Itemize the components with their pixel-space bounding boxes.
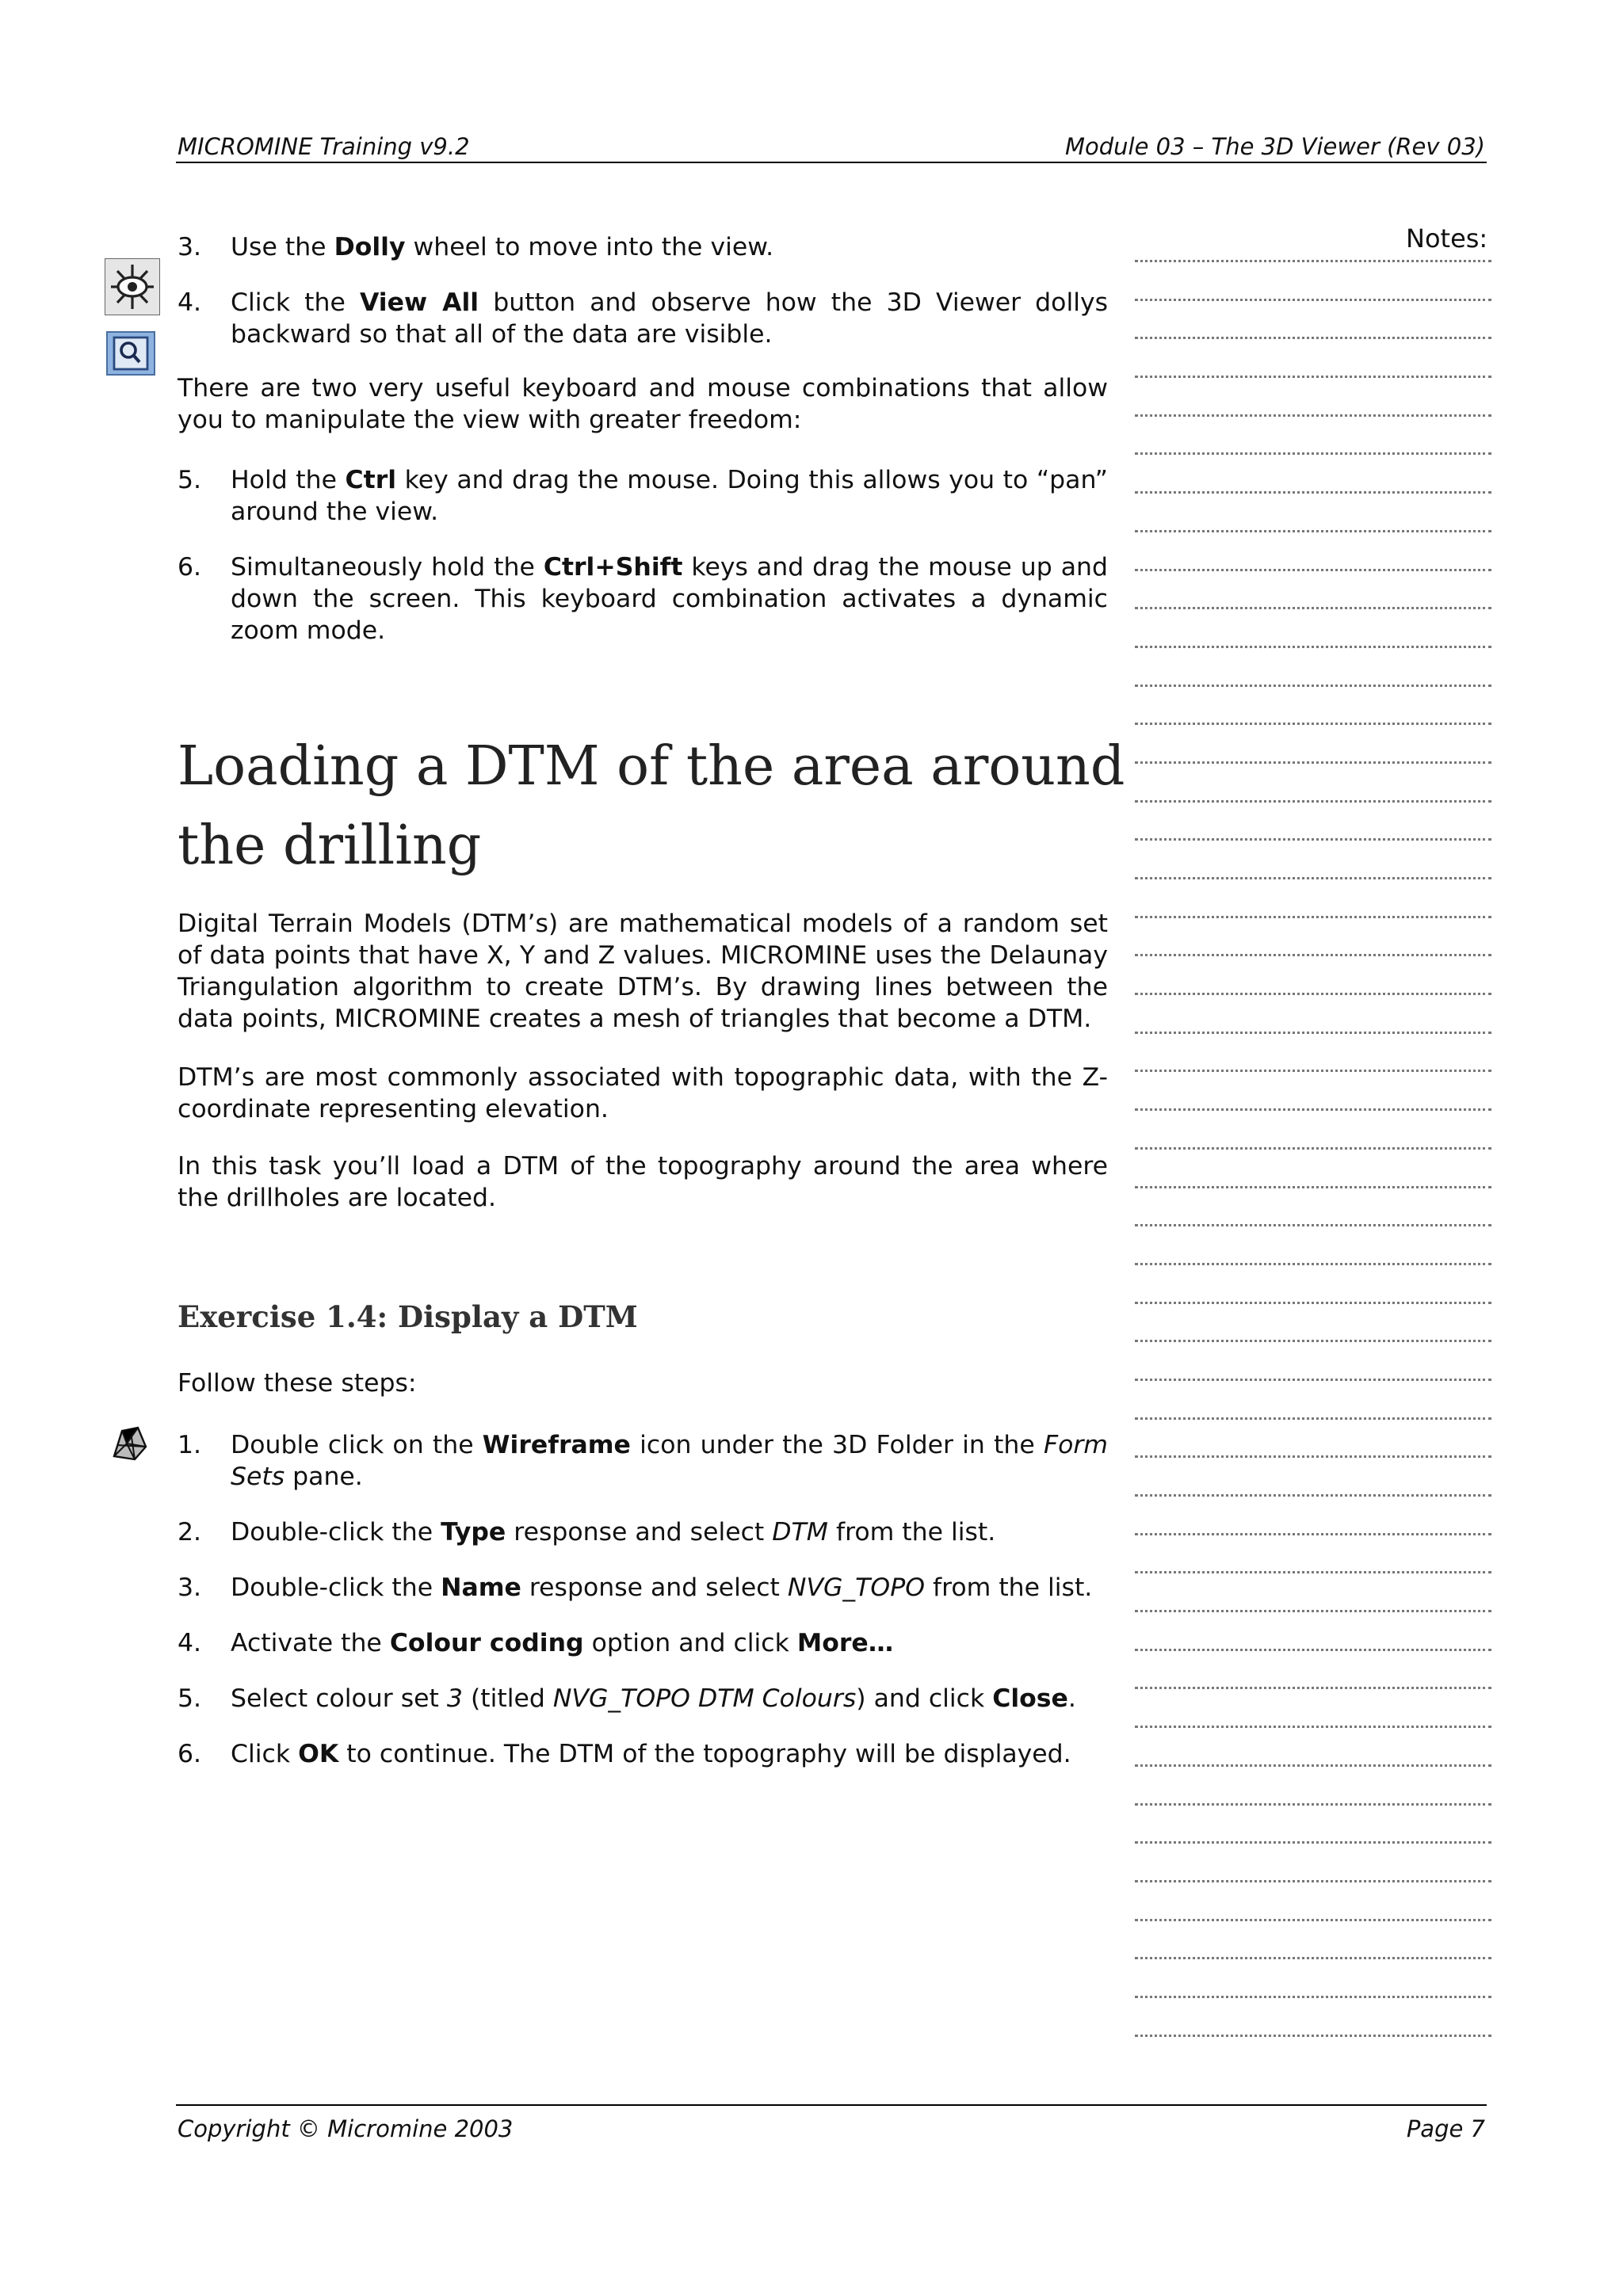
notes-line [1135, 452, 1491, 455]
step-italic: NVG_TOPO DTM Colours [552, 1684, 857, 1713]
notes-line [1135, 685, 1491, 687]
step-number: 4. [178, 1629, 202, 1657]
notes-line [1135, 1880, 1491, 1882]
notes-line [1135, 1571, 1491, 1573]
follow-steps: Follow these steps: [178, 1369, 417, 1398]
notes-line [1135, 1186, 1491, 1188]
notes-line [1135, 761, 1491, 764]
section-heading: Loading a DTM of the area around the drilling [178, 735, 1125, 877]
step-text: button and observe how the 3D Viewer dollys backward so that all of the data are visible. [231, 288, 1109, 349]
ex-step-3 [178, 1572, 1108, 1604]
ex-step-6 [178, 1738, 1108, 1770]
step-text: icon under the 3D Folder in the [630, 1431, 1044, 1459]
notes-line [1135, 916, 1491, 918]
para-dtm1-wrap [178, 908, 1108, 1035]
step-text: Click [231, 1740, 299, 1768]
notes-line [1135, 1108, 1491, 1111]
footer-page-number: Page 7 [1406, 2115, 1485, 2142]
step-text: Double-click the [231, 1518, 441, 1547]
ex-step-2 [178, 1516, 1108, 1548]
notes-line [1135, 1726, 1491, 1728]
notes-line [1135, 337, 1491, 339]
wireframe-icon [109, 1425, 149, 1463]
step-number: 5. [178, 466, 202, 494]
step-number: 2. [178, 1518, 202, 1547]
step-text: keys and drag the mouse up and down the screen. This keyboard combination activates a dynamic zoom mode. [231, 553, 1108, 645]
step-text: from the list. [925, 1573, 1093, 1602]
notes-line [1135, 1147, 1491, 1150]
step-keyword: OK [298, 1740, 339, 1768]
ex-step-5 [178, 1683, 1108, 1714]
notes-line [1135, 1379, 1491, 1381]
step-keyword: More… [796, 1629, 894, 1657]
step-number: 4. [178, 288, 202, 317]
page-footer [176, 2104, 1487, 2144]
notes-line [1135, 1302, 1491, 1304]
ex-step-4 [178, 1627, 1108, 1659]
step-italic: 3 [446, 1684, 463, 1713]
notes-line [1135, 1649, 1491, 1651]
step-view-all [178, 287, 1108, 350]
para-dtm-definition: Digital Terrain Models (DTM’s) are mathematical models of a random set of data points that have X, Y and Z values. MICROMINE uses the Delaunay Triangulation algorithm to create DTM’s. By drawing lines between the data points, MICROMINE creates a mesh of triangles that become a DTM. [178, 910, 1108, 1033]
notes-line [1135, 1996, 1491, 1998]
notes-line [1135, 1417, 1491, 1420]
step-text: option and click [583, 1629, 797, 1657]
step-text: Use the [231, 233, 334, 261]
notes-line [1135, 1841, 1491, 1844]
step-text: Click the [231, 288, 360, 317]
step-text: key and drag the mouse. Doing this allows you to “pan” around the view. [231, 466, 1109, 526]
step-zoom [178, 551, 1108, 646]
step-text: pane. [285, 1463, 363, 1491]
step-keyword: Type [441, 1518, 506, 1547]
step-text: (titled [462, 1684, 553, 1713]
notes-line [1135, 800, 1491, 803]
notes-line [1135, 1070, 1491, 1072]
step-italic: NVG_TOPO [787, 1573, 925, 1602]
para-dtm2-wrap [178, 1062, 1108, 1125]
header-module: Module 03 – The 3D Viewer (Rev 03) [1064, 133, 1485, 160]
notes-line [1135, 1494, 1491, 1497]
notes-line [1135, 607, 1491, 609]
notes-line [1135, 1224, 1491, 1226]
step-text: response and select [521, 1573, 788, 1602]
notes-line [1135, 1919, 1491, 1921]
step-text: . [1067, 1684, 1076, 1713]
notes-line [1135, 1803, 1491, 1806]
step-number: 3. [178, 1573, 202, 1602]
step-zoom-wrap [178, 551, 1108, 646]
step-text: response and select [506, 1518, 773, 1547]
step-keyword: Ctrl+Shift [543, 553, 683, 582]
step-text: Double click on the [231, 1431, 483, 1459]
zoom-icon [106, 331, 155, 376]
step-keyword: Dolly [334, 233, 406, 261]
step-italic: Form Sets [231, 1431, 1108, 1491]
step-view-all-wrap [178, 287, 1108, 350]
step-number: 5. [178, 1684, 202, 1713]
para-dtm-topographic: DTM’s are most commonly associated with topographic data, with the Z-coordinate representing elevation. [178, 1063, 1108, 1123]
ex-step-6-wrap [178, 1738, 1108, 1770]
notes-lines [1135, 260, 1491, 2073]
step-text: wheel to move into the view. [405, 233, 774, 261]
ex-step-1 [178, 1429, 1108, 1493]
notes-line [1135, 1533, 1491, 1535]
notes-line [1135, 877, 1491, 879]
para-dtm3-wrap [178, 1150, 1108, 1214]
step-text: Select colour set [231, 1684, 447, 1713]
notes-line [1135, 569, 1491, 571]
notes-line [1135, 1687, 1491, 1689]
notes-line [1135, 414, 1491, 417]
step-text: Hold the [231, 466, 346, 494]
step-keyword: Close [992, 1684, 1068, 1713]
step-text: Simultaneously hold the [231, 553, 544, 582]
step-keyword: Wireframe [482, 1431, 631, 1459]
notes-line [1135, 723, 1491, 725]
notes-line [1135, 1957, 1491, 1959]
step-number: 6. [178, 1740, 202, 1768]
step-keyword: View All [359, 288, 479, 317]
notes-line [1135, 530, 1491, 532]
step-text: Double-click the [231, 1573, 441, 1602]
notes-line [1135, 646, 1491, 648]
view-all-icon [105, 258, 160, 315]
notes-line [1135, 299, 1491, 301]
ex-step-2-wrap [178, 1516, 1108, 1548]
notes-line [1135, 1455, 1491, 1458]
notes-line [1135, 1764, 1491, 1767]
top-steps [178, 231, 1108, 263]
step-dolly [178, 231, 1108, 263]
step-number: 6. [178, 553, 202, 582]
step-text: to continue. The DTM of the topography will be displayed. [338, 1740, 1071, 1768]
ex-step-4-wrap [178, 1627, 1108, 1659]
notes-line [1135, 260, 1491, 262]
step-pan-wrap [178, 464, 1108, 528]
step-keyword: Colour coding [389, 1629, 584, 1657]
step-keyword: Ctrl [345, 466, 397, 494]
notes-line [1135, 1263, 1491, 1265]
page-header [176, 127, 1487, 163]
notes-line [1135, 1032, 1491, 1034]
notes-line [1135, 1610, 1491, 1612]
ex-step-5-wrap [178, 1683, 1108, 1714]
step-text: from the list. [827, 1518, 996, 1547]
footer-copyright: Copyright © Micromine 2003 [178, 2115, 514, 2142]
para-combos-wrap [178, 372, 1108, 436]
notes-line [1135, 954, 1491, 956]
step-number: 3. [178, 233, 202, 261]
para-combos: There are two very useful keyboard and mouse combinations that allow you to manipulate the view with greater freedom: [178, 374, 1108, 434]
notes-line [1135, 376, 1491, 378]
ex-step-3-wrap [178, 1572, 1108, 1604]
para-dtm-task: In this task you’ll load a DTM of the topography around the area where the drillholes are located. [178, 1152, 1108, 1212]
notes-line [1135, 838, 1491, 841]
ex-step-1-wrap [178, 1429, 1108, 1493]
step-text: ) and click [856, 1684, 993, 1713]
notes-line [1135, 491, 1491, 494]
header-title: MICROMINE Training v9.2 [178, 133, 470, 160]
notes-label: Notes: [1406, 223, 1488, 254]
step-italic: DTM [772, 1518, 828, 1547]
exercise-title: Exercise 1.4: Display a DTM [178, 1299, 638, 1334]
notes-line [1135, 2035, 1491, 2037]
step-pan [178, 464, 1108, 528]
step-keyword: Name [441, 1573, 521, 1602]
step-number: 1. [178, 1431, 202, 1459]
step-text: Activate the [231, 1629, 390, 1657]
notes-line [1135, 1340, 1491, 1342]
notes-line [1135, 993, 1491, 995]
